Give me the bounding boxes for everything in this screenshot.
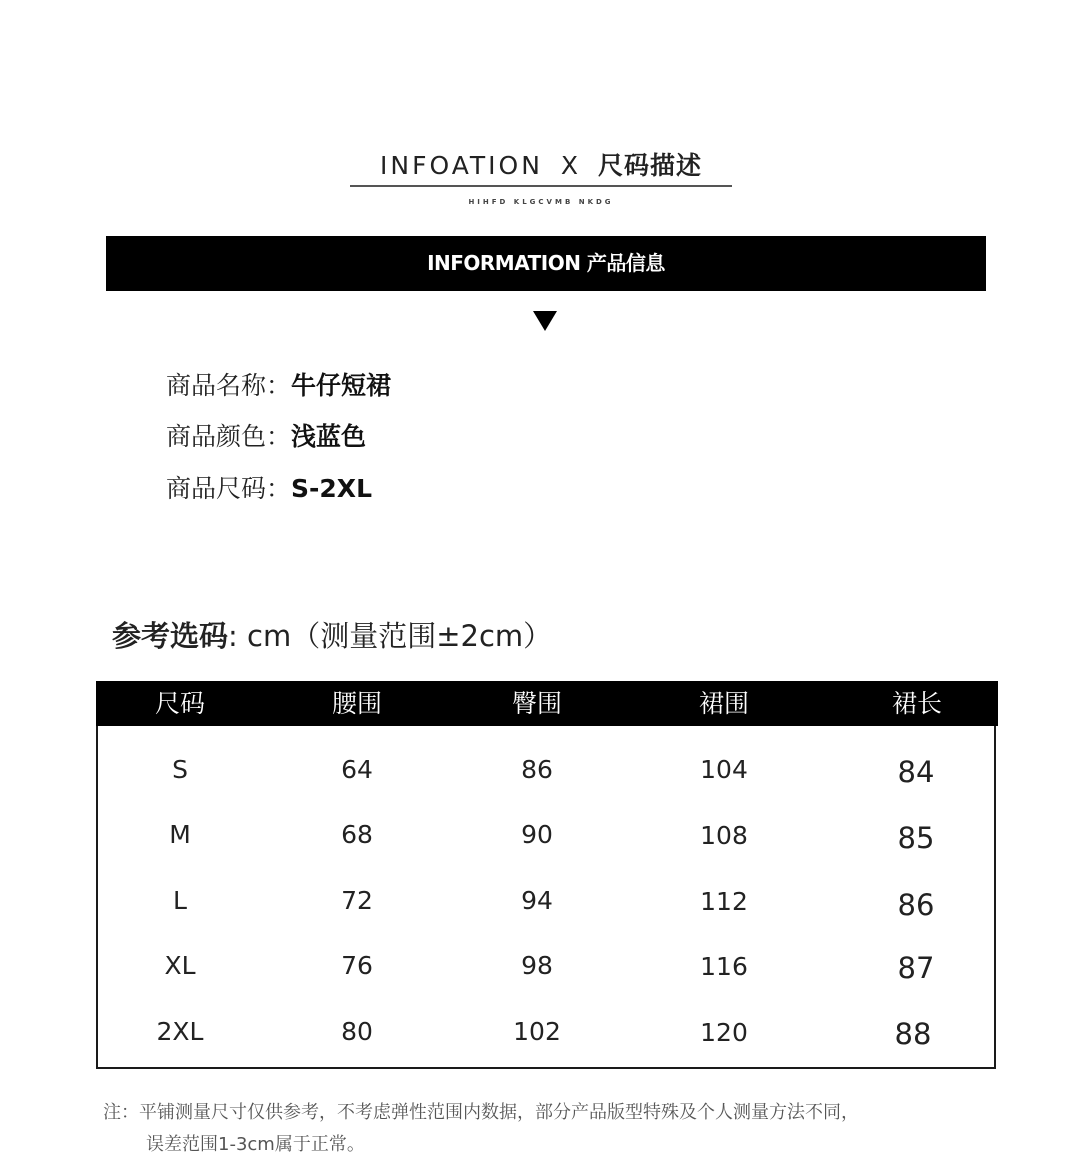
table-cell: 72: [341, 886, 373, 915]
size-chart-heading-unit: : cm（测量范围±2cm）: [228, 619, 553, 653]
table-cell: 85: [897, 821, 935, 855]
product-name-label: 商品名称：: [166, 371, 292, 400]
header-hip: 臀围: [511, 689, 562, 718]
table-cell: 112: [700, 887, 748, 916]
note-line-2: 误差范围1-3cm属于正常。: [146, 1134, 365, 1155]
table-cell: 120: [700, 1018, 748, 1047]
size-chart-heading-bold: 参考选码: [112, 619, 229, 653]
header-length: 裙长: [891, 689, 942, 718]
table-cell: 104: [700, 755, 748, 784]
table-cell: 98: [521, 951, 553, 980]
table-cell: 68: [341, 820, 373, 849]
header-hem: 裙围: [698, 689, 749, 718]
table-cell: 116: [700, 952, 748, 981]
product-name-line: [166, 368, 391, 404]
product-color-line: [166, 419, 366, 455]
note-line-1: 注：平铺测量尺寸仅供参考，不考虑弹性范围内数据，部分产品版型特殊及个人测量方法不同，: [103, 1102, 859, 1123]
table-cell: S: [172, 755, 188, 784]
table-cell: 64: [341, 755, 373, 784]
table-cell: 88: [894, 1017, 932, 1051]
section-title: [350, 148, 732, 184]
title-chinese: 尺码描述: [597, 151, 702, 180]
product-color-label: 商品颜色：: [166, 422, 292, 451]
product-size-label: 商品尺码：: [166, 474, 292, 503]
table-cell: 87: [897, 951, 935, 985]
table-cell: 94: [521, 886, 553, 915]
down-triangle-icon: [533, 311, 557, 331]
table-cell: 86: [897, 888, 935, 922]
title-subtext: HIHFD KLGCVMB NKDG: [468, 198, 614, 206]
title-underline: [350, 185, 732, 187]
table-cell: 84: [897, 755, 935, 789]
table-cell: 80: [341, 1017, 373, 1046]
table-cell: 76: [341, 951, 373, 980]
table-cell: 86: [521, 755, 553, 784]
header-waist: 腰围: [331, 689, 382, 718]
header-size: 尺码: [154, 689, 205, 718]
table-cell: 108: [700, 821, 748, 850]
table-cell: XL: [164, 951, 196, 980]
product-name-value: 牛仔短裙: [291, 371, 392, 400]
title-english: INFOATION: [380, 151, 543, 180]
title-separator: X: [560, 151, 580, 180]
product-color-value: 浅蓝色: [291, 422, 367, 451]
information-banner: INFORMATION 产品信息: [106, 236, 986, 291]
product-size-line: [166, 471, 372, 507]
size-table: [96, 681, 996, 1069]
size-chart-heading: [112, 615, 552, 657]
measurement-note: [103, 1097, 1033, 1161]
table-cell: M: [169, 820, 191, 849]
product-size-value: S-2XL: [291, 474, 372, 503]
table-cell: 90: [521, 820, 553, 849]
table-cell: 102: [513, 1017, 561, 1046]
table-cell: 2XL: [156, 1017, 204, 1046]
table-cell: L: [173, 886, 187, 915]
